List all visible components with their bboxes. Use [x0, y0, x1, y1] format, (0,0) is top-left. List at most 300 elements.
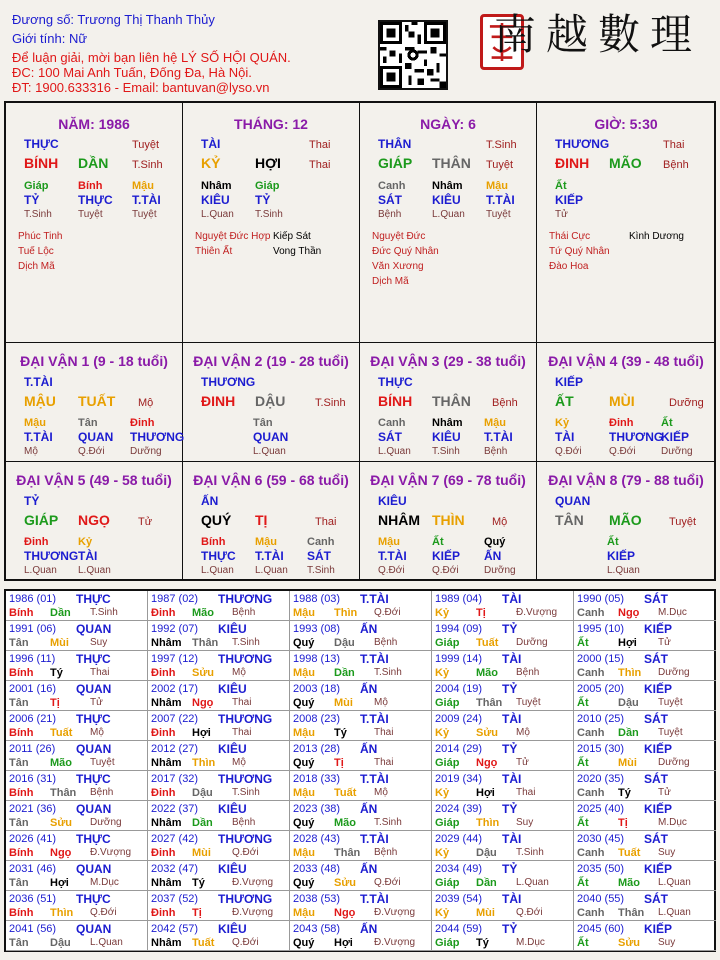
year-stage: Thai: [374, 727, 394, 738]
year-stem: Kỷ: [435, 607, 450, 619]
year-branch: Thân: [618, 907, 645, 919]
dai-van-branch: NGỌ: [78, 512, 110, 528]
year-cell[interactable]: [432, 711, 574, 741]
year-stage: Bệnh: [374, 847, 398, 858]
year-star: KIẾP: [644, 742, 673, 756]
year-label: 2013 (28): [293, 743, 341, 755]
year-stage: Bệnh: [374, 637, 398, 648]
hidden-stage: Dưỡng: [661, 446, 693, 457]
year-cell[interactable]: [148, 801, 290, 831]
year-label: 2009 (24): [435, 713, 483, 725]
year-star: ẤN: [360, 622, 378, 636]
year-cell[interactable]: [432, 741, 574, 771]
year-stem: Canh: [577, 727, 605, 739]
year-cell[interactable]: [574, 651, 716, 681]
year-star: T.TÀI: [360, 772, 389, 786]
year-branch: Tý: [334, 727, 347, 739]
year-stage: Dưỡng: [90, 817, 122, 828]
year-label: 2030 (45): [577, 833, 625, 845]
year-cell[interactable]: [574, 741, 716, 771]
pillar-stage: Bệnh: [663, 159, 689, 171]
year-star: THƯƠNG: [218, 892, 273, 906]
year-branch: Tuất: [50, 727, 73, 739]
year-branch: Mùi: [334, 697, 353, 709]
year-cell[interactable]: [574, 831, 716, 861]
year-stage: Thai: [516, 787, 536, 798]
hidden-stage: L.Quan: [201, 565, 234, 576]
year-star: SÁT: [644, 772, 668, 786]
year-cell[interactable]: [148, 771, 290, 801]
dai-van-branch: DẬU: [255, 393, 286, 409]
year-label: 2002 (17): [151, 683, 199, 695]
year-cell[interactable]: [6, 741, 148, 771]
year-branch: Tuất: [192, 937, 215, 949]
hidden-stage: T.Sinh: [307, 565, 335, 576]
dai-van-stage: Tử: [138, 516, 153, 528]
hidden-stage: Q.Đới: [432, 565, 459, 576]
year-cell[interactable]: [148, 591, 290, 621]
year-cell[interactable]: [574, 591, 716, 621]
year-star: QUAN: [76, 922, 112, 936]
year-stage: Suy: [516, 817, 534, 828]
year-label: 2015 (30): [577, 743, 625, 755]
year-cell[interactable]: [290, 771, 432, 801]
year-stem: Mậu: [293, 727, 315, 739]
hidden-stage: Q.Đới: [609, 446, 636, 457]
year-cell[interactable]: [6, 711, 148, 741]
year-stem: Canh: [577, 667, 605, 679]
year-branch: Dần: [50, 607, 71, 619]
year-stem: Mậu: [293, 787, 315, 799]
star-good: Thiên Ất: [195, 246, 233, 257]
year-label: 2024 (39): [435, 803, 483, 815]
year-cell[interactable]: [148, 681, 290, 711]
year-stem: Quý: [293, 877, 315, 889]
dai-van-stage: Thai: [315, 516, 337, 528]
hidden-god: T.TÀI: [24, 430, 53, 444]
year-stem: Ất: [577, 697, 589, 709]
year-label: 1987 (02): [151, 593, 199, 605]
year-stage: Bệnh: [232, 607, 256, 618]
year-label: 2045 (60): [577, 923, 625, 935]
year-cell[interactable]: [574, 771, 716, 801]
year-label: 2020 (35): [577, 773, 625, 785]
hidden-stem: Canh: [378, 180, 406, 192]
year-branch: Thân: [50, 787, 77, 799]
hidden-god: KIÊU: [201, 193, 230, 207]
year-label: 2016 (31): [9, 773, 57, 785]
star-good: Thái Cực: [549, 231, 591, 242]
hidden-god: T.TÀI: [132, 193, 161, 207]
dai-van-stem: QUÝ: [201, 512, 232, 528]
year-star: TÀI: [502, 772, 522, 786]
year-branch: Dậu: [192, 787, 213, 799]
year-cell[interactable]: [290, 651, 432, 681]
year-label: 2004 (19): [435, 683, 483, 695]
year-stem: Nhâm: [151, 757, 182, 769]
year-branch: Ngọ: [192, 697, 214, 709]
year-cell[interactable]: [574, 711, 716, 741]
dai-van-stem: MẬU: [24, 393, 56, 409]
year-label: 1998 (13): [293, 653, 341, 665]
year-star: T.TÀI: [360, 592, 389, 606]
year-cell[interactable]: [6, 591, 148, 621]
year-cell[interactable]: [148, 831, 290, 861]
qr-code-icon[interactable]: [378, 20, 448, 90]
hidden-stage: Tuyệt: [486, 209, 511, 220]
year-stage: Thai: [232, 697, 252, 708]
hidden-god: THƯƠNG: [609, 430, 664, 444]
year-branch: Mão: [618, 877, 640, 889]
year-star: ẤN: [360, 742, 378, 756]
year-label: 2006 (21): [9, 713, 57, 725]
dai-van-god: KIẾP: [555, 375, 584, 389]
hidden-stage: L.Quan: [378, 446, 411, 457]
year-stage: T.Sinh: [374, 667, 402, 678]
year-stage: Tuyệt: [658, 697, 683, 708]
pillar-title: NGÀY: 6: [420, 116, 476, 132]
hidden-stage: L.Quan: [253, 446, 286, 457]
year-cell[interactable]: [6, 801, 148, 831]
pillar-title: THÁNG: 12: [234, 116, 308, 132]
year-stem: Giáp: [435, 817, 460, 829]
dai-van-god: ẤN: [201, 494, 219, 508]
year-star: TÀI: [502, 652, 522, 666]
hidden-god: SÁT: [307, 549, 331, 563]
hidden-stage: Dưỡng: [484, 565, 516, 576]
phone-email-line[interactable]: ĐT: 1900.633316 - Email: bantuvan@lyso.vn: [12, 80, 270, 95]
year-cell[interactable]: [574, 891, 716, 921]
year-cell[interactable]: [6, 621, 148, 651]
year-stem: Đinh: [151, 727, 176, 739]
year-cell[interactable]: [290, 891, 432, 921]
year-cell[interactable]: [290, 711, 432, 741]
pillar-stage: Thai: [309, 159, 331, 171]
hidden-stem: Bính: [78, 180, 103, 192]
year-cell[interactable]: [148, 711, 290, 741]
year-stage: Mộ: [232, 667, 246, 678]
year-branch: Dần: [476, 877, 497, 889]
year-label: 2034 (49): [435, 863, 483, 875]
star-bad: Kình Dương: [629, 231, 684, 242]
year-stem: Bính: [9, 667, 34, 679]
hidden-god: T.TÀI: [486, 193, 515, 207]
year-star: KIẾP: [644, 922, 673, 936]
hidden-stage: Bệnh: [378, 209, 402, 220]
dai-van-6: [183, 462, 360, 581]
year-cell[interactable]: [574, 621, 716, 651]
year-stem: Quý: [293, 637, 315, 649]
hidden-god: KIÊU: [432, 430, 461, 444]
year-label: 2035 (50): [577, 863, 625, 875]
pillar-branch: MÃO: [609, 155, 642, 171]
year-cell[interactable]: [574, 861, 716, 891]
hidden-god: TÀI: [78, 549, 98, 563]
year-label: 2044 (59): [435, 923, 483, 935]
year-cell[interactable]: [432, 801, 574, 831]
hidden-god: ẤN: [484, 549, 502, 563]
year-label: 2032 (47): [151, 863, 199, 875]
hidden-stem: Canh: [378, 417, 406, 429]
dai-van-title: ĐẠI VẬN 7 (69 - 78 tuổi): [370, 472, 526, 488]
year-cell[interactable]: [432, 681, 574, 711]
year-branch: Ngọ: [334, 907, 356, 919]
dai-van-branch: TỊ: [255, 512, 268, 528]
year-stage: Suy: [90, 637, 108, 648]
year-stage: Q.Đới: [90, 907, 117, 918]
year-branch: Tị: [476, 607, 486, 619]
year-star: T.TÀI: [360, 652, 389, 666]
year-cell[interactable]: [290, 801, 432, 831]
year-cell[interactable]: [6, 681, 148, 711]
year-star: KIÊU: [218, 862, 247, 876]
year-label: 2027 (42): [151, 833, 199, 845]
hidden-stem: Đinh: [24, 536, 49, 548]
year-stage: Mộ: [232, 757, 246, 768]
hidden-god: KIẾP: [607, 549, 636, 563]
hidden-stem: Ất: [661, 417, 673, 429]
hidden-god: T.TÀI: [255, 549, 284, 563]
year-branch: Mùi: [192, 847, 211, 859]
year-stem: Ất: [577, 817, 589, 829]
dai-van-branch: MÙI: [609, 393, 635, 409]
year-star: TỶ: [502, 862, 518, 876]
year-star: QUAN: [76, 742, 112, 756]
hidden-stage: T.Sinh: [24, 209, 52, 220]
year-branch: Tuất: [618, 847, 641, 859]
year-branch: Sửu: [192, 667, 215, 679]
year-label: 2023 (38): [293, 803, 341, 815]
year-branch: Dậu: [334, 637, 355, 649]
year-label: 2042 (57): [151, 923, 199, 935]
year-cell[interactable]: [290, 591, 432, 621]
hidden-god: T.TÀI: [378, 549, 407, 563]
year-stem: Giáp: [435, 637, 460, 649]
year-star: THỰC: [76, 892, 111, 906]
year-star: ẤN: [360, 682, 378, 696]
year-stage: Mộ: [516, 727, 530, 738]
bazi-chart: [4, 101, 716, 581]
hidden-stem: Mậu: [486, 180, 508, 192]
year-cell[interactable]: [6, 891, 148, 921]
year-branch: Mão: [476, 667, 498, 679]
year-branch: Ngọ: [618, 607, 640, 619]
star-good: Nguyệt Đức: [372, 231, 426, 242]
year-stage: T.Sinh: [90, 607, 118, 618]
pillar-growth-stage-top: Thai: [663, 139, 685, 151]
year-stage: Q.Đới: [516, 907, 543, 918]
hidden-stem: Nhâm: [201, 180, 232, 192]
year-cell[interactable]: [290, 741, 432, 771]
year-stem: Bính: [9, 787, 34, 799]
year-stem: Tân: [9, 757, 29, 769]
dai-van-god: T.TÀI: [24, 375, 53, 389]
year-stage: L.Quan: [658, 907, 691, 918]
year-branch: Thân: [476, 697, 503, 709]
year-stem: Mậu: [293, 607, 315, 619]
year-cell[interactable]: [148, 861, 290, 891]
dai-van-title: ĐẠI VẬN 1 (9 - 18 tuổi): [20, 353, 168, 369]
star-bad: Kiếp Sát: [273, 231, 311, 242]
year-stem: Kỷ: [435, 727, 450, 739]
year-cell[interactable]: [290, 621, 432, 651]
year-star: THƯƠNG: [218, 592, 273, 606]
year-stage: Tuyệt: [658, 727, 683, 738]
year-stage: Dưỡng: [658, 667, 690, 678]
year-star: QUAN: [76, 622, 112, 636]
dai-van-god: THƯƠNG: [201, 375, 256, 389]
year-branch: Thân: [334, 847, 361, 859]
year-branch: Ngọ: [50, 847, 72, 859]
dai-van-stem: TÂN: [555, 512, 584, 528]
year-cell[interactable]: [148, 921, 290, 951]
year-label: 1990 (05): [577, 593, 625, 605]
year-star: KIÊU: [218, 742, 247, 756]
year-branch: Hợi: [618, 637, 637, 649]
pillar-god: THƯƠNG: [555, 137, 610, 151]
dai-van-stage: Bệnh: [492, 397, 518, 409]
year-star: THỰC: [76, 772, 111, 786]
year-cell[interactable]: [6, 861, 148, 891]
year-branch: Dậu: [476, 847, 497, 859]
star-good: Dịch Mã: [18, 261, 55, 272]
year-label: 1992 (07): [151, 623, 199, 635]
hidden-stem: Kỷ: [78, 536, 93, 548]
year-stem: Tân: [9, 937, 29, 949]
year-cell[interactable]: [148, 891, 290, 921]
logo-text: 南越數理: [494, 10, 703, 59]
year-label: 2038 (53): [293, 893, 341, 905]
year-branch: Hợi: [50, 877, 69, 889]
year-stage: L.Quan: [658, 877, 691, 888]
year-branch: Tuất: [476, 637, 499, 649]
hidden-stem: Đinh: [130, 417, 155, 429]
pillar-branch: HỢI: [255, 155, 281, 171]
year-cell[interactable]: [290, 831, 432, 861]
year-cell[interactable]: [432, 921, 574, 951]
dai-van-stem: ẤT: [555, 393, 574, 409]
year-cell[interactable]: [290, 921, 432, 951]
hidden-stage: Tuyệt: [132, 209, 157, 220]
dai-van-stage: Tuyệt: [669, 516, 697, 528]
year-branch: Sửu: [334, 877, 357, 889]
year-star: KIẾP: [644, 862, 673, 876]
year-label: 2012 (27): [151, 743, 199, 755]
year-stem: Canh: [577, 847, 605, 859]
dai-van-stem: BÍNH: [378, 393, 413, 409]
hidden-stem: Mậu: [132, 180, 154, 192]
year-stem: Nhâm: [151, 697, 182, 709]
year-cell[interactable]: [574, 681, 716, 711]
year-stage: Q.Đới: [232, 937, 259, 948]
year-stage: T.Sinh: [232, 637, 260, 648]
year-stage: Thai: [374, 757, 394, 768]
year-stem: Canh: [577, 787, 605, 799]
star-good: Đào Hoa: [549, 261, 589, 272]
star-good: Tuế Lộc: [18, 246, 54, 257]
year-label: 1996 (11): [9, 653, 56, 665]
hidden-stage: Bệnh: [484, 446, 508, 457]
hidden-stage: Q.Đới: [555, 446, 582, 457]
year-branch: Mùi: [50, 637, 69, 649]
year-star: THƯƠNG: [218, 832, 273, 846]
pillar-god: TÀI: [201, 137, 221, 151]
year-star: TỶ: [502, 922, 518, 936]
year-star: SÁT: [644, 892, 668, 906]
year-cell[interactable]: [6, 831, 148, 861]
year-stem: Tân: [9, 637, 29, 649]
year-label: 2025 (40): [577, 803, 625, 815]
year-cell[interactable]: [290, 681, 432, 711]
year-star: SÁT: [644, 712, 668, 726]
year-branch: Dậu: [618, 697, 639, 709]
year-star: KIÊU: [218, 622, 247, 636]
year-star: TÀI: [502, 592, 522, 606]
year-stage: Đ.Vượng: [516, 607, 558, 618]
hidden-god: KIẾP: [555, 193, 584, 207]
pillar-god: THÂN: [378, 137, 412, 151]
dai-van-stem: ĐINH: [201, 393, 236, 409]
gender-label: Giới tính:: [12, 31, 66, 46]
year-cell[interactable]: [432, 621, 574, 651]
year-star: KIẾP: [644, 682, 673, 696]
year-label: 1991 (06): [9, 623, 57, 635]
year-stem: Nhâm: [151, 877, 182, 889]
pillar-stem: BÍNH: [24, 155, 59, 171]
year-cell[interactable]: [432, 591, 574, 621]
year-cell[interactable]: [148, 741, 290, 771]
year-cell[interactable]: [574, 801, 716, 831]
year-branch: Thìn: [50, 907, 74, 919]
dai-van-5: [6, 462, 183, 581]
year-stage: Q.Đới: [232, 847, 259, 858]
star-good: Dịch Mã: [372, 276, 409, 287]
year-stem: Giáp: [435, 757, 460, 769]
year-stage: Thai: [90, 667, 110, 678]
year-stem: Ất: [577, 757, 589, 769]
year-label: 1993 (08): [293, 623, 341, 635]
hidden-stage: L.Quan: [24, 565, 57, 576]
year-cell[interactable]: [432, 891, 574, 921]
year-cell[interactable]: [574, 921, 716, 951]
year-stage: Đ.Vượng: [90, 847, 132, 858]
year-branch: Thìn: [334, 607, 358, 619]
year-stage: Suy: [658, 937, 676, 948]
hidden-stage: L.Quan: [255, 565, 288, 576]
year-cell[interactable]: [432, 771, 574, 801]
year-cell[interactable]: [6, 771, 148, 801]
owner-line: [12, 12, 215, 28]
year-cell[interactable]: [148, 621, 290, 651]
star-good: Phúc Tinh: [18, 231, 63, 242]
year-stage: M.Dục: [90, 877, 119, 888]
year-cell[interactable]: [432, 861, 574, 891]
year-cell[interactable]: [290, 861, 432, 891]
dai-van-branch: THÌN: [432, 512, 465, 528]
year-label: 2021 (36): [9, 803, 57, 815]
year-label: 2031 (46): [9, 863, 57, 875]
year-label: 1995 (10): [577, 623, 625, 635]
year-cell[interactable]: [6, 921, 148, 951]
hidden-stem: Mậu: [255, 536, 277, 548]
hidden-stage: Q.Đới: [378, 565, 405, 576]
year-cell[interactable]: [432, 831, 574, 861]
pillar-growth-stage-top: T.Sinh: [486, 139, 517, 151]
year-cell[interactable]: [432, 651, 574, 681]
year-cell[interactable]: [6, 651, 148, 681]
year-cell[interactable]: [148, 651, 290, 681]
star-good: Văn Xương: [372, 261, 424, 272]
